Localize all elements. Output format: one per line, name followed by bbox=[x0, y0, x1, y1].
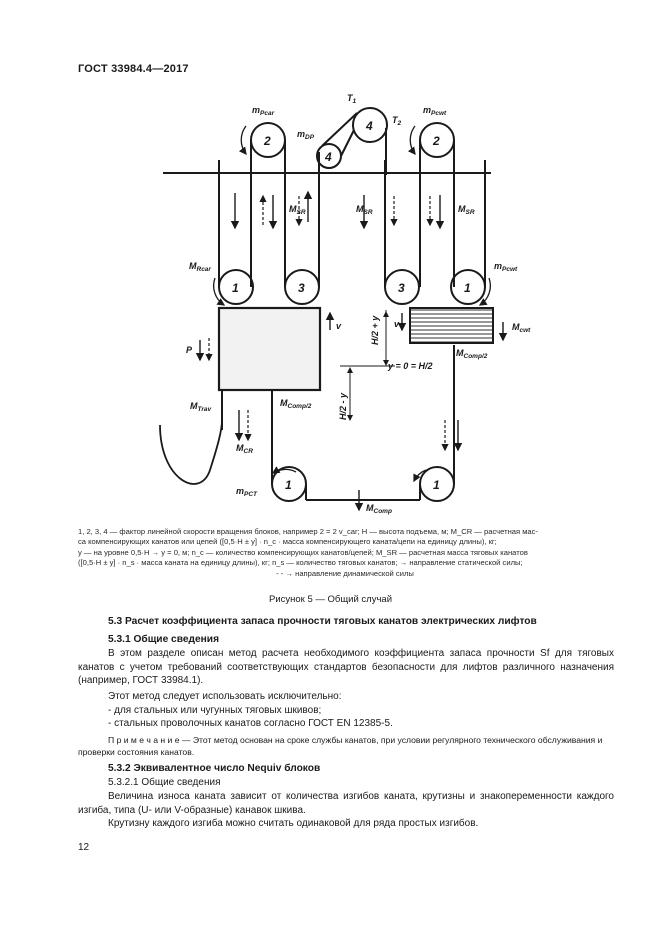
sheave-4-large-label: 4 bbox=[366, 119, 373, 133]
label-m-dp: $m_{DP}$ bbox=[297, 129, 315, 141]
label-m-pct: $m_{PCT}$ bbox=[236, 486, 258, 498]
dimension-lines bbox=[340, 310, 395, 420]
label-m-cr: $M_{CR}$ bbox=[236, 443, 253, 455]
label-m-rcar: $M_{Rcar}$ bbox=[189, 261, 211, 273]
list-item: - стальных проволочных канатов согласно ГОСТ EN 12385-5. bbox=[108, 718, 393, 729]
paragraph: Крутизну каждого изгиба можно считать одинаковой для ряда простых изгибов. bbox=[108, 818, 479, 829]
counterweight bbox=[410, 308, 493, 343]
sheave-1-bottom-left-label: 1 bbox=[285, 478, 292, 492]
label-v-car: v bbox=[336, 321, 342, 331]
subsection-heading: 5.3.2 Эквивалентное число Nequiv блоков bbox=[108, 763, 321, 774]
label-h-minus-y: H/2 - y bbox=[338, 392, 348, 420]
paragraph: Величина износа каната зависит от количества изгибов каната, крутизны и знакопеременности каждого изгиба, типа (U- или V-образные) канавок шкива. bbox=[78, 791, 614, 816]
label-m-pcwt-low: $m_{Pcwt}$ bbox=[494, 261, 518, 273]
paragraph: В этом разделе описан метод расчета необходимого коэффициента запаса прочности Sf для тяговых канатов с учетом требований соответствующих стандартов безопасности для лифтов различного назначения (например, ГОСТ 33984.1). bbox=[78, 648, 614, 686]
label-m-sr-mid: $M_{SR}$ bbox=[356, 204, 373, 216]
sheave-2-left-label: 2 bbox=[264, 134, 271, 148]
rotation-arrows bbox=[214, 126, 491, 481]
label-m-comp: $M_{Comp}$ bbox=[366, 503, 392, 515]
label-m-sr-right: $M_{SR}$ bbox=[458, 204, 475, 216]
page-number: 12 bbox=[78, 842, 90, 853]
subsection-heading: 5.3.1 Общие сведения bbox=[108, 634, 220, 645]
label-m-comp-cwt: $M_{Comp/2}$ bbox=[456, 348, 488, 360]
paragraph: Этот метод следует использовать исключительно: bbox=[108, 691, 342, 702]
label-m-pcar: $m_{Pcar}$ bbox=[252, 105, 275, 117]
sheave-1-right-label: 1 bbox=[464, 281, 471, 295]
sheave-1-left-label: 1 bbox=[232, 281, 239, 295]
sheave-1-bottom-right-label: 1 bbox=[433, 478, 440, 492]
figure-title: Рисунок 5 — Общий случай bbox=[268, 594, 392, 605]
label-p-car: P bbox=[186, 345, 193, 355]
figure-caption: 1, 2, 3, 4 — фактор линейной скорости вращения блоков, например 2 = 2 v_car; H — высота подъема, м; M_CR — расчетная мас- са компенсирующих канатов или цепей ([0,5·H ± y] · n_c · масса компенсирующего каната/цепи на единицу длины), кг; y — на уровне 0,5·H → y = 0, м; n_c — количество компенсирующих канатов/цепей; M_SR — расчетная масса тяговых канатов ([0,5·H ± y] · n_s · масса каната на единицу длины), кг; n_s — количество тяговых канатов; → направление статической силы; - - → направление динамической силы bbox=[78, 527, 538, 578]
label-m-pcwt: $m_{Pcwt}$ bbox=[423, 105, 447, 117]
subsubsection-heading: 5.3.2.1 Общие сведения bbox=[108, 777, 221, 788]
label-m-sr-left: $M_{SR}$ bbox=[289, 204, 306, 216]
label-t2: $T_2$ bbox=[392, 115, 402, 127]
list-item: - для стальных или чугунных тяговых шкивов; bbox=[108, 705, 322, 716]
car bbox=[219, 308, 320, 390]
note: П р и м е ч а н и е — Этот метод основан на сроке службы канатов, при условии регулярного технического обслуживания и проверки состояния канатов. bbox=[78, 735, 603, 757]
sheave-4-small-label: 4 bbox=[325, 150, 332, 164]
label-m-comp-car: $M_{Comp/2}$ bbox=[280, 398, 312, 410]
sheave-2-right-label: 2 bbox=[433, 134, 440, 148]
label-v-cwt: v bbox=[394, 319, 400, 329]
label-y-eq: y = 0 = H/2 bbox=[388, 361, 433, 371]
label-m-trav: $M_{Trav}$ bbox=[190, 401, 212, 413]
label-h-plus-y: H/2 + y bbox=[370, 315, 380, 345]
sheave-3-left-label: 3 bbox=[298, 281, 305, 295]
label-t1: $T_1$ bbox=[347, 93, 357, 105]
travelling-cable bbox=[160, 420, 222, 484]
sheave-3-right-label: 3 bbox=[398, 281, 405, 295]
section-heading: 5.3 Расчет коэффициента запаса прочности тяговых канатов электрических лифтов bbox=[108, 616, 537, 627]
document-header: ГОСТ 33984.4—2017 bbox=[78, 63, 189, 75]
label-m-cwt: $M_{cwt}$ bbox=[512, 322, 531, 334]
